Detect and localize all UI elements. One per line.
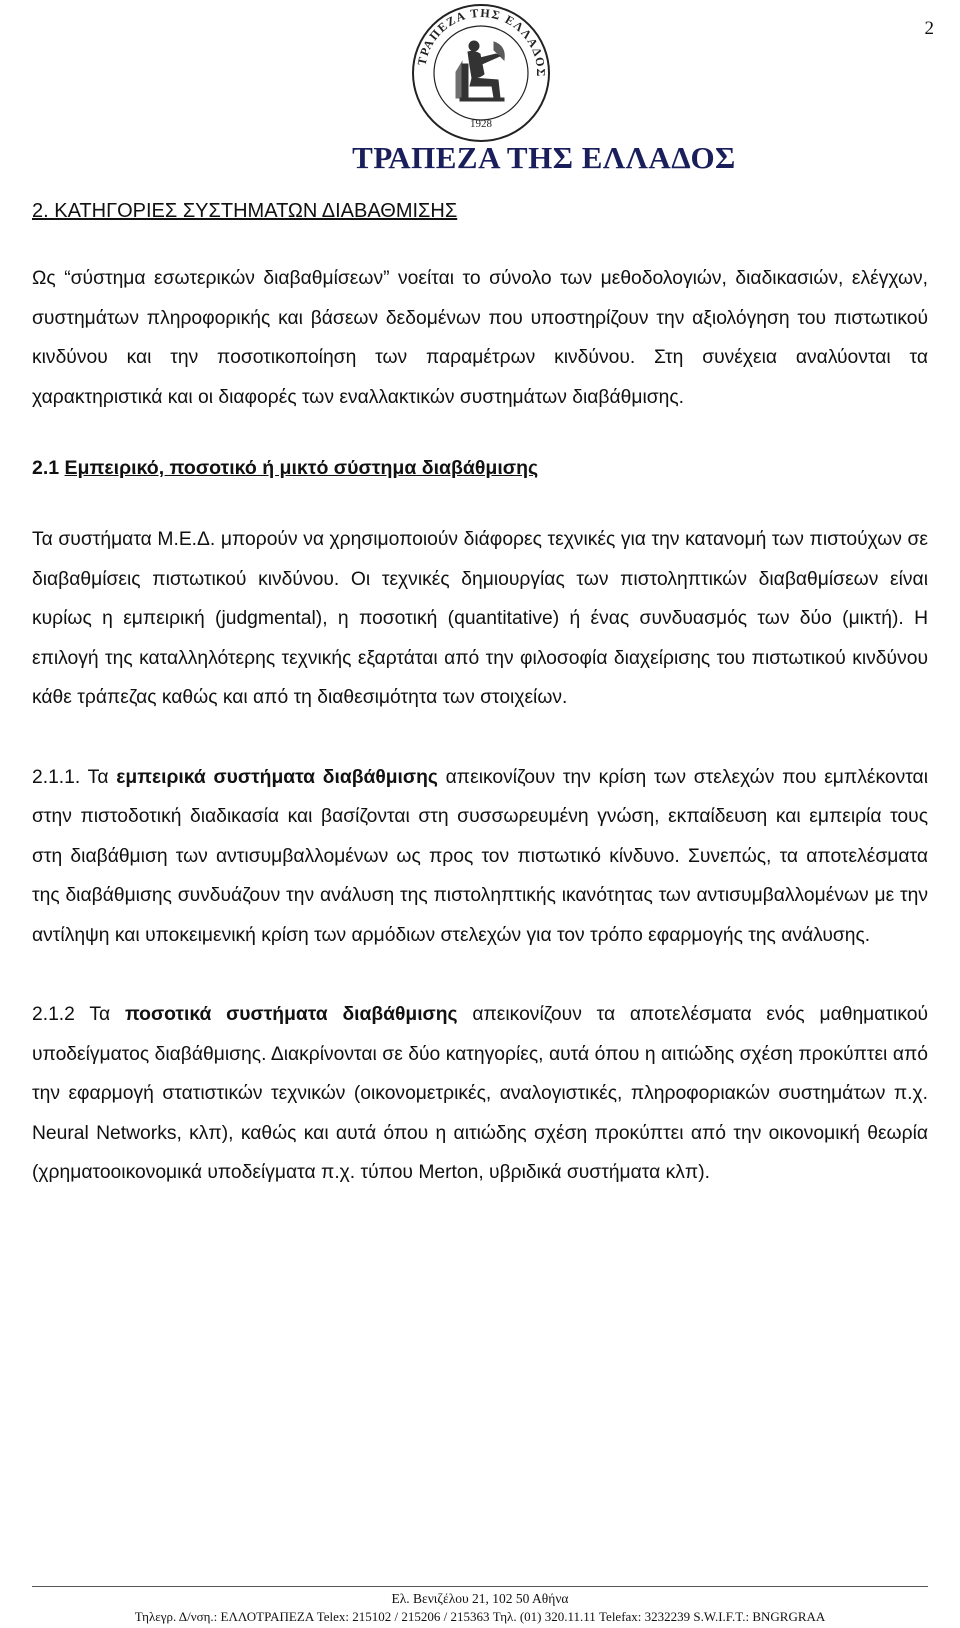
footer-divider [32,1586,928,1587]
page-footer [32,1586,928,1625]
seated-goddess-seal-icon [410,2,552,144]
document-body [32,200,928,1193]
footer-contacts: Τηλεγρ. Δ/νση.: ΕΛΛΟΤΡΑΠΕΖΑ Telex: 215102 / 215206 / 215363 Τηλ. (01) 320.11.11 Telefax: 3232239 S.W.I.F.T.: BNGRGRAA [134,1609,826,1624]
footer-address: Ελ. Βενιζέλου 21, 102 50 Αθήνα [391,1591,569,1606]
section-2-1-paragraph: Τα συστήματα Μ.Ε.Δ. μπορούν να χρησιμοποιούν διάφορες τεχνικές για την κατανομή των πιστούχων σε διαβαθμίσεις πιστωτικού κινδύνου. Οι τεχνικές δημιουργίας των πιστοληπτικών διαβαθμίσεων είναι κυρίως η εμπειρική (judgmental), η ποσοτική (quantitative) ή ένας συνδυασμός των δύο (μικτή). Η επιλογή της καταλληλότερης τεχνικής εξαρτάται από την φιλοσοφία διαχείρισης του πιστωτικού κινδύνου κάθε τράπεζας καθώς και από τη διαθεσιμότητα των στοιχείων. [32,529,928,708]
page-number: 2 [924,18,934,39]
bank-seal-logo [410,2,552,144]
seal-ring-text: ΤΡΑΠΕΖΑ ΤΗΣ ΕΛΛΑΔΟΣ [414,5,549,78]
body-text: απεικονίζουν τα αποτελέσματα ενός μαθηματικού υποδείγματος διαβάθμισης. Διακρίνονται σε δύο κατηγορίες, αυτά όπου η αιτιώδης σχέση προκύπτει από την εφαρμογή στατιστικών τεχνικών (οικονομετρικές, αναλογιστικές, πληροφοριακών συστημάτων π.χ. Neural Networks, κλπ), καθώς και αυτά όπου η αιτιώδης σχέση προκύπτει από την οικονομική θεωρία (χρηματοοικονομικά υποδείγματα π.χ. τύπου Merton, υβριδικά συστήματα κλπ). [32,1004,928,1183]
body-text: απεικονίζουν την κρίση των στελεχών που εμπλέκονται στην πιστοδοτική διαδικασία και βασίζονται στη συσσωρευμένη γνώση, εκπαίδευση και εμπειρία τους στη διαβάθμιση των αντισυμβαλλομένων ως προς τον πιστωτικό κίνδυνο. Συνεπώς, τα αποτελέσματα της διαβάθμισης συνδυάζουν την ανάλυση της πιστοληπτικής ικανότητας των αντισυμβαλλομένων με την αντίληψη και υποκειμενική κρίση των αρμόδιων στελεχών για τον τρόπο εφαρμογής της ανάλυσης. [32,766,928,946]
seal-year: 1928 [470,118,492,130]
section-heading-2: 2. ΚΑΤΗΓΟΡΙΕΣ ΣΥΣΤΗΜΑΤΩΝ ΔΙΑΒΑΘΜΙΣΗΣ [32,200,458,222]
section-number: 2.1.1. [32,766,81,788]
section-heading-2-1 [32,457,928,480]
section-2-intro-paragraph: Ως “σύστημα εσωτερικών διαβαθμίσεων” νοείται το σύνολο των μεθοδολογιών, διαδικασιών, ελέγχων, συστημάτων πληροφορικής και βάσεων δεδομένων που υποστηρίζουν την αξιολόγηση του πιστωτικού κινδύνου και την ποσοτικοποίηση των παραμέτρων κινδύνου. Στη συνέχεια αναλύονται τα χαρακτηριστικά και οι διαφορές των εναλλακτικών συστημάτων διαβάθμισης. [32,268,928,408]
bold-term: ποσοτικά συστήματα διαβάθμισης [124,1004,458,1025]
section-title: Εμπειρικό, ποσοτικό ή μικτό σύστημα διαβάθμισης [64,457,539,479]
lead-text: Τα [87,766,109,788]
section-2-1-1-paragraph [32,758,928,956]
lead-text: Τα [89,1004,111,1025]
bold-term: εμπειρικά συστήματα διαβάθμισης [116,766,438,788]
section-2-1-2-paragraph [32,995,928,1193]
section-number: 2.1 [32,457,60,479]
section-number: 2.1.2 [32,1004,75,1025]
bank-name-title: ΤΡΑΠΕΖΑ ΤΗΣ ΕΛΛΑΔΟΣ [352,140,736,175]
